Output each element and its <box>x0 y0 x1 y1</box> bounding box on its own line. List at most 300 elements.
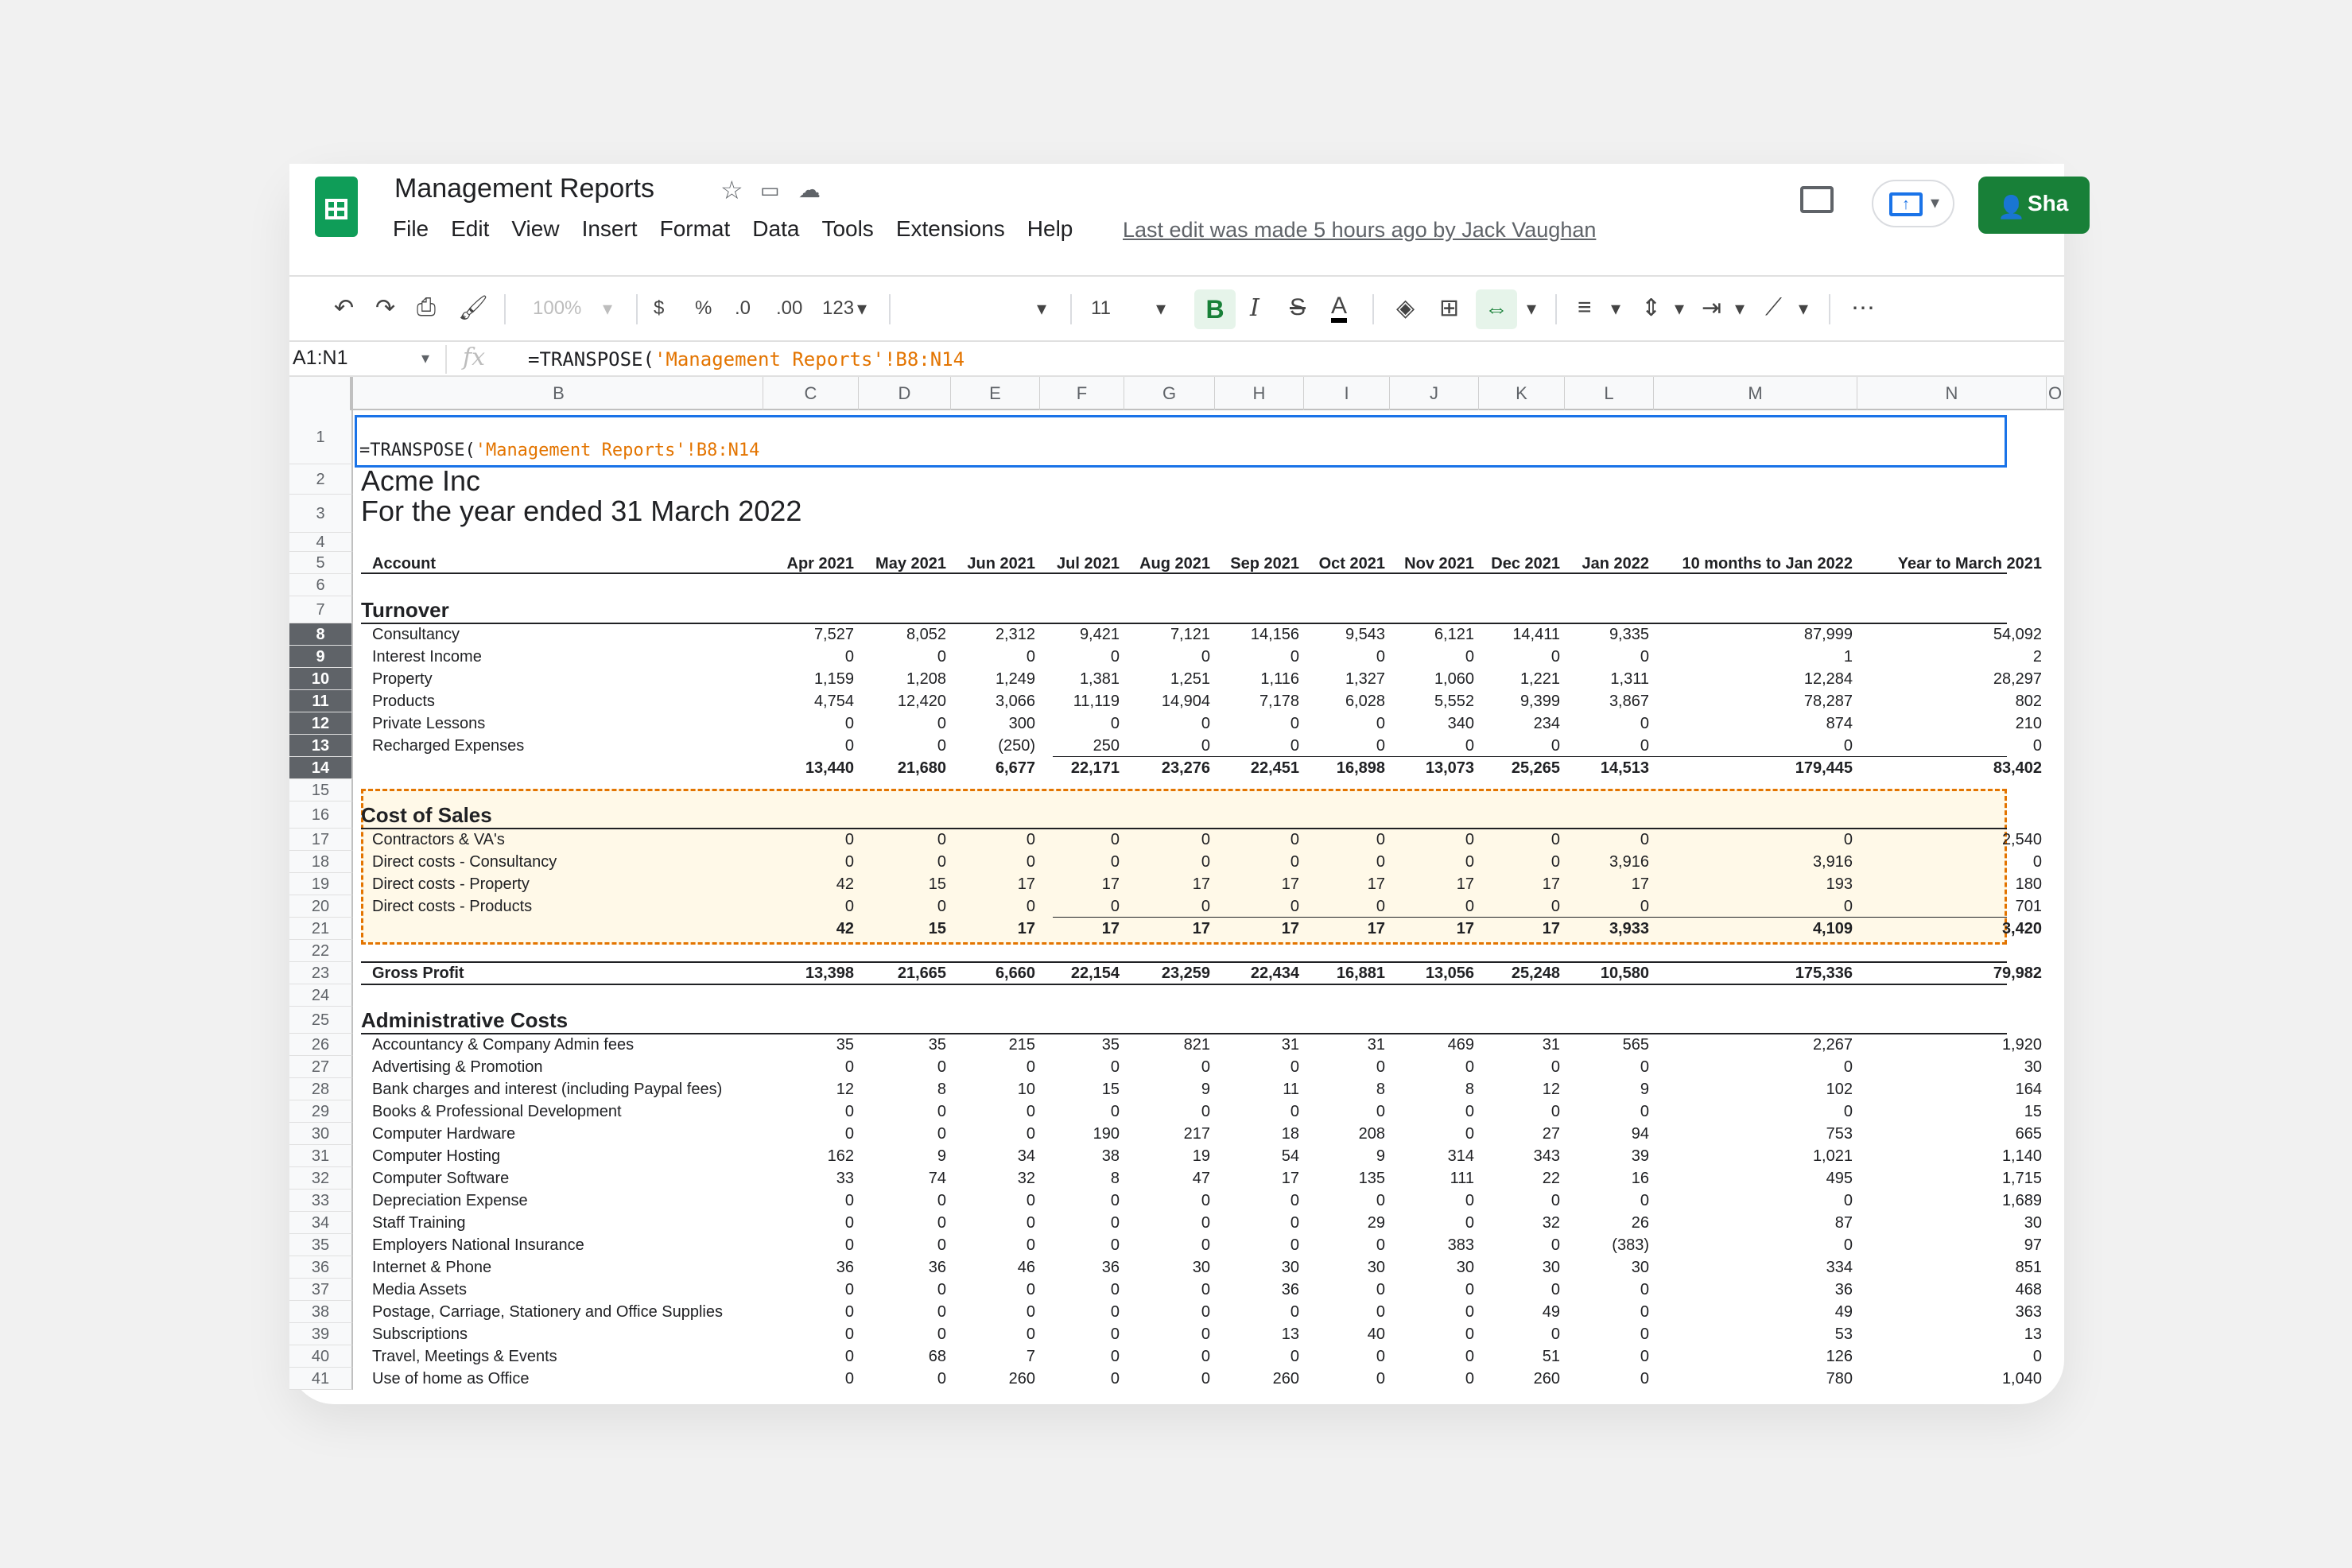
value-cell[interactable]: 0 <box>1640 737 1649 755</box>
value-cell[interactable]: 31 <box>1281 1036 1299 1054</box>
value-cell[interactable]: 0 <box>844 715 854 732</box>
value-cell[interactable]: 1,327 <box>1345 670 1385 688</box>
value-cell[interactable]: 0 <box>844 1348 854 1365</box>
value-cell[interactable]: 0 <box>1026 1303 1035 1321</box>
formula-input[interactable] <box>528 348 964 371</box>
row-header-16[interactable]: 16 <box>289 801 353 829</box>
value-cell[interactable]: 94 <box>1631 1125 1649 1143</box>
value-cell[interactable]: 1,715 <box>2001 1170 2042 1187</box>
value-cell[interactable]: 6,028 <box>1345 693 1385 710</box>
row-header-37[interactable]: 37 <box>289 1279 353 1301</box>
value-cell[interactable]: 36 <box>928 1259 946 1276</box>
value-cell[interactable]: 0 <box>937 1370 946 1388</box>
value-cell[interactable]: 0 <box>844 1125 854 1143</box>
value-cell[interactable]: 1,116 <box>1260 670 1299 688</box>
row-header-18[interactable]: 18 <box>289 851 353 873</box>
value-cell[interactable]: 126 <box>1826 1348 1853 1365</box>
value-cell[interactable]: 0 <box>1290 853 1299 871</box>
value-cell[interactable]: 0 <box>1843 1236 1853 1254</box>
value-cell[interactable]: 2,312 <box>995 626 1035 643</box>
value-cell[interactable]: 0 <box>844 1281 854 1298</box>
value-cell[interactable]: 13,056 <box>1425 964 1474 982</box>
value-cell[interactable]: (250) <box>998 737 1035 755</box>
value-cell[interactable]: 7,121 <box>1170 626 1210 643</box>
row-header-20[interactable]: 20 <box>289 895 353 918</box>
value-cell[interactable]: 340 <box>1447 715 1474 732</box>
value-cell[interactable]: 753 <box>1826 1125 1853 1143</box>
column-header-f[interactable]: F <box>1040 377 1124 410</box>
account-label[interactable]: Use of home as Office <box>372 1370 530 1388</box>
value-cell[interactable]: 0 <box>1201 853 1210 871</box>
value-cell[interactable]: 2,267 <box>1812 1036 1853 1054</box>
value-cell[interactable]: 21,665 <box>897 964 946 982</box>
value-cell[interactable]: 22,154 <box>1070 964 1120 982</box>
value-cell[interactable]: 0 <box>1465 1370 1474 1388</box>
menu-file[interactable]: File <box>393 216 429 241</box>
value-cell[interactable]: 0 <box>1110 1214 1120 1232</box>
account-label[interactable]: Private Lessons <box>372 715 486 732</box>
value-cell[interactable]: 97 <box>2024 1236 2042 1254</box>
section-admin-costs[interactable]: Administrative Costs <box>361 1008 569 1032</box>
row-header-35[interactable]: 35 <box>289 1234 353 1256</box>
value-cell[interactable]: 11,119 <box>1073 693 1120 710</box>
value-cell[interactable]: 49 <box>1834 1303 1853 1321</box>
value-cell[interactable]: 15 <box>1101 1081 1120 1098</box>
value-cell[interactable]: 25,265 <box>1511 759 1560 777</box>
value-cell[interactable]: 9 <box>937 1147 946 1165</box>
row-header-6[interactable]: 6 <box>289 574 353 596</box>
value-cell[interactable]: 14,904 <box>1161 693 1210 710</box>
value-cell[interactable]: 13,398 <box>805 964 854 982</box>
value-cell[interactable]: 1,689 <box>2001 1192 2042 1209</box>
row-header-4[interactable]: 4 <box>289 533 353 552</box>
period-cell[interactable]: For the year ended 31 March 2022 <box>361 495 802 527</box>
account-label[interactable]: Bank charges and interest (including Paypal fees) <box>372 1081 723 1098</box>
value-cell[interactable]: 0 <box>1376 1103 1385 1120</box>
account-label[interactable]: Consultancy <box>372 626 460 643</box>
value-cell[interactable]: 36 <box>1281 1281 1299 1298</box>
value-cell[interactable]: 0 <box>1290 715 1299 732</box>
value-cell[interactable]: 46 <box>1017 1259 1035 1276</box>
value-cell[interactable]: 0 <box>844 1103 854 1120</box>
row-header-1[interactable]: 1 <box>289 410 353 464</box>
row-header-19[interactable]: 19 <box>289 873 353 895</box>
row-header-26[interactable]: 26 <box>289 1034 353 1056</box>
menu-edit[interactable]: Edit <box>451 216 490 241</box>
column-header-k[interactable]: K <box>1479 377 1565 410</box>
value-cell[interactable]: 22 <box>1542 1170 1560 1187</box>
row-header-13[interactable]: 13 <box>289 735 353 757</box>
value-cell[interactable]: 0 <box>844 1303 854 1321</box>
value-cell[interactable]: 87,999 <box>1803 626 1853 643</box>
value-cell[interactable]: 26 <box>1631 1214 1649 1232</box>
value-cell[interactable]: 42 <box>836 875 854 893</box>
value-cell[interactable]: 0 <box>1201 1058 1210 1076</box>
value-cell[interactable]: 0 <box>1026 831 1035 848</box>
value-cell[interactable]: 0 <box>1026 1103 1035 1120</box>
value-cell[interactable]: 468 <box>2015 1281 2042 1298</box>
value-cell[interactable]: 363 <box>2015 1303 2042 1321</box>
value-cell[interactable]: 6,121 <box>1434 626 1474 643</box>
value-cell[interactable]: 802 <box>2015 693 2042 710</box>
header-10[interactable]: Jan 2022 <box>1582 555 1649 572</box>
value-cell[interactable]: 3,916 <box>1812 853 1853 871</box>
value-cell[interactable]: 0 <box>1640 1348 1649 1365</box>
value-cell[interactable]: 0 <box>1201 1214 1210 1232</box>
strikethrough-button[interactable]: S <box>1290 294 1306 320</box>
borders-icon[interactable]: ⊞ <box>1439 295 1460 321</box>
value-cell[interactable]: 0 <box>1376 1058 1385 1076</box>
row-header-11[interactable]: 11 <box>289 690 353 712</box>
value-cell[interactable]: 17 <box>1192 920 1210 937</box>
value-cell[interactable]: 0 <box>1465 1303 1474 1321</box>
font-family-dropdown-icon[interactable]: ▾ <box>1037 298 1047 320</box>
fill-color-icon[interactable]: ◈ <box>1396 295 1415 321</box>
value-cell[interactable]: 4,754 <box>813 693 854 710</box>
value-cell[interactable]: 30 <box>1281 1259 1299 1276</box>
row-header-17[interactable]: 17 <box>289 829 353 851</box>
font-size-select[interactable]: 11 <box>1091 297 1111 319</box>
value-cell[interactable]: 0 <box>1465 1214 1474 1232</box>
account-label[interactable]: Travel, Meetings & Events <box>372 1348 557 1365</box>
value-cell[interactable]: 21,680 <box>897 759 946 777</box>
account-label[interactable]: Media Assets <box>372 1281 467 1298</box>
value-cell[interactable]: 0 <box>1026 853 1035 871</box>
value-cell[interactable]: 0 <box>1376 715 1385 732</box>
value-cell[interactable]: 0 <box>1465 1192 1474 1209</box>
value-cell[interactable]: 9 <box>1201 1081 1210 1098</box>
value-cell[interactable]: 12 <box>1542 1081 1560 1098</box>
column-header-g[interactable]: G <box>1124 377 1215 410</box>
value-cell[interactable]: 0 <box>1110 898 1120 915</box>
value-cell[interactable]: 0 <box>1290 1058 1299 1076</box>
value-cell[interactable]: 0 <box>2032 737 2042 755</box>
menu-insert[interactable]: Insert <box>581 216 638 241</box>
value-cell[interactable]: 0 <box>1201 1236 1210 1254</box>
value-cell[interactable]: 0 <box>1201 1103 1210 1120</box>
value-cell[interactable]: 469 <box>1447 1036 1474 1054</box>
value-cell[interactable]: 32 <box>1017 1170 1035 1187</box>
value-cell[interactable]: 30 <box>1542 1259 1560 1276</box>
value-cell[interactable]: 78,287 <box>1803 693 1853 710</box>
value-cell[interactable]: 0 <box>1465 898 1474 915</box>
value-cell[interactable]: 260 <box>1272 1370 1299 1388</box>
value-cell[interactable]: 234 <box>1533 715 1560 732</box>
row-header-36[interactable]: 36 <box>289 1256 353 1279</box>
header-8[interactable]: Nov 2021 <box>1404 555 1474 572</box>
value-cell[interactable]: 0 <box>1465 831 1474 848</box>
value-cell[interactable]: 16 <box>1631 1170 1649 1187</box>
value-cell[interactable]: 0 <box>937 1125 946 1143</box>
value-cell[interactable]: 9 <box>1376 1147 1385 1165</box>
value-cell[interactable]: 0 <box>1201 1192 1210 1209</box>
decrease-decimal-button[interactable]: .0 <box>735 297 751 319</box>
account-label[interactable]: Advertising & Promotion <box>372 1058 543 1076</box>
value-cell[interactable]: 0 <box>1376 853 1385 871</box>
account-label[interactable]: Postage, Carriage, Stationery and Office Supplies <box>372 1303 723 1321</box>
value-cell[interactable]: 12,420 <box>897 693 946 710</box>
value-cell[interactable]: 14,411 <box>1512 626 1560 643</box>
value-cell[interactable]: 9,543 <box>1345 626 1385 643</box>
value-cell[interactable]: 260 <box>1008 1370 1035 1388</box>
value-cell[interactable]: 54,092 <box>1993 626 2042 643</box>
text-color-button[interactable]: A <box>1331 294 1347 323</box>
value-cell[interactable]: 1,060 <box>1434 670 1474 688</box>
redo-icon[interactable]: ↷ <box>375 295 396 321</box>
vertical-align-icon[interactable]: ⇕ <box>1641 295 1662 321</box>
value-cell[interactable]: 0 <box>1110 1192 1120 1209</box>
value-cell[interactable]: 4,109 <box>1812 920 1853 937</box>
value-cell[interactable]: 215 <box>1008 1036 1035 1054</box>
value-cell[interactable]: 49 <box>1542 1303 1560 1321</box>
value-cell[interactable]: 164 <box>2015 1081 2042 1098</box>
account-label[interactable]: Staff Training <box>372 1214 466 1232</box>
chevron-down-icon[interactable]: ▾ <box>421 350 430 367</box>
value-cell[interactable]: 17 <box>1542 875 1560 893</box>
value-cell[interactable]: 0 <box>1201 1370 1210 1388</box>
row-header-38[interactable]: 38 <box>289 1301 353 1323</box>
value-cell[interactable]: 35 <box>836 1036 854 1054</box>
value-cell[interactable]: 14,156 <box>1250 626 1299 643</box>
row-header-10[interactable]: 10 <box>289 668 353 690</box>
value-cell[interactable]: 0 <box>1843 1192 1853 1209</box>
value-cell[interactable]: 7,527 <box>813 626 854 643</box>
value-cell[interactable]: 0 <box>1551 737 1560 755</box>
row-header-28[interactable]: 28 <box>289 1078 353 1100</box>
comment-history-icon[interactable] <box>1800 186 1834 213</box>
value-cell[interactable]: 0 <box>937 1214 946 1232</box>
value-cell[interactable]: 0 <box>1026 1125 1035 1143</box>
column-header-m[interactable]: M <box>1654 377 1857 410</box>
value-cell[interactable]: 0 <box>1640 1281 1649 1298</box>
value-cell[interactable]: 15 <box>928 875 946 893</box>
value-cell[interactable]: 32 <box>1542 1214 1560 1232</box>
value-cell[interactable]: 30 <box>1456 1259 1474 1276</box>
account-label[interactable]: Direct costs - Property <box>372 875 530 893</box>
value-cell[interactable]: 0 <box>1640 1058 1649 1076</box>
value-cell[interactable]: 0 <box>1376 1348 1385 1365</box>
row-header-33[interactable]: 33 <box>289 1190 353 1212</box>
spreadsheet-grid[interactable] <box>289 377 2064 1411</box>
value-cell[interactable]: 17 <box>1367 875 1385 893</box>
header-1[interactable]: Apr 2021 <box>786 555 854 572</box>
value-cell[interactable]: 17 <box>1456 920 1474 937</box>
column-header-j[interactable]: J <box>1390 377 1479 410</box>
value-cell[interactable]: 0 <box>1201 1281 1210 1298</box>
value-cell[interactable]: 0 <box>1110 1236 1120 1254</box>
value-cell[interactable]: 7 <box>1026 1348 1035 1365</box>
value-cell[interactable]: 38 <box>1101 1147 1120 1165</box>
value-cell[interactable]: 31 <box>1367 1036 1385 1054</box>
value-cell[interactable]: 175,336 <box>1795 964 1853 982</box>
value-cell[interactable]: 0 <box>1640 1325 1649 1343</box>
value-cell[interactable]: 8,052 <box>906 626 946 643</box>
value-cell[interactable]: 0 <box>1290 898 1299 915</box>
value-cell[interactable]: 79,982 <box>1993 964 2042 982</box>
value-cell[interactable]: 0 <box>1026 648 1035 666</box>
value-cell[interactable]: 0 <box>1551 1058 1560 1076</box>
value-cell[interactable]: 0 <box>1551 831 1560 848</box>
value-cell[interactable]: 2 <box>2032 648 2042 666</box>
account-label[interactable]: Computer Hardware <box>372 1125 516 1143</box>
last-edit-link[interactable]: Last edit was made 5 hours ago by Jack Vaughan <box>1123 218 1597 242</box>
value-cell[interactable]: 0 <box>1290 1348 1299 1365</box>
value-cell[interactable]: 1,249 <box>995 670 1035 688</box>
value-cell[interactable]: 162 <box>827 1147 854 1165</box>
value-cell[interactable]: 2,540 <box>2001 831 2042 848</box>
value-cell[interactable]: 3,066 <box>995 693 1035 710</box>
column-header-i[interactable]: I <box>1304 377 1390 410</box>
value-cell[interactable]: 0 <box>1201 1325 1210 1343</box>
value-cell[interactable]: 47 <box>1192 1170 1210 1187</box>
value-cell[interactable]: 135 <box>1358 1170 1385 1187</box>
value-cell[interactable]: 851 <box>2015 1259 2042 1276</box>
percent-format-button[interactable]: % <box>695 297 712 319</box>
row-header-29[interactable]: 29 <box>289 1100 353 1123</box>
value-cell[interactable]: 300 <box>1008 715 1035 732</box>
value-cell[interactable]: 0 <box>1843 737 1853 755</box>
value-cell[interactable]: 0 <box>1551 1325 1560 1343</box>
value-cell[interactable]: 0 <box>1110 1103 1120 1120</box>
value-cell[interactable]: 1,311 <box>1610 670 1649 688</box>
value-cell[interactable]: 0 <box>844 1236 854 1254</box>
row-header-39[interactable]: 39 <box>289 1323 353 1345</box>
menu-tools[interactable]: Tools <box>821 216 874 241</box>
value-cell[interactable]: 180 <box>2015 875 2042 893</box>
value-cell[interactable]: 0 <box>1110 1281 1120 1298</box>
value-cell[interactable]: 0 <box>1465 1281 1474 1298</box>
value-cell[interactable]: 0 <box>1110 1325 1120 1343</box>
value-cell[interactable]: 36 <box>1101 1259 1120 1276</box>
value-cell[interactable]: 0 <box>1551 1281 1560 1298</box>
value-cell[interactable]: 23,276 <box>1161 759 1210 777</box>
value-cell[interactable]: 39 <box>1631 1147 1649 1165</box>
value-cell[interactable]: 1 <box>1843 648 1853 666</box>
text-wrap-icon[interactable]: ⇥ <box>1702 295 1722 321</box>
value-cell[interactable]: 0 <box>937 1236 946 1254</box>
value-cell[interactable]: 0 <box>1290 737 1299 755</box>
value-cell[interactable]: 0 <box>1201 715 1210 732</box>
value-cell[interactable]: 0 <box>1110 1348 1120 1365</box>
account-label[interactable]: Internet & Phone <box>372 1259 492 1276</box>
value-cell[interactable]: 17 <box>1101 920 1120 937</box>
value-cell[interactable]: 17 <box>1017 920 1035 937</box>
value-cell[interactable]: 0 <box>1026 1236 1035 1254</box>
value-cell[interactable]: 13 <box>2024 1325 2042 1343</box>
header-7[interactable]: Oct 2021 <box>1318 555 1385 572</box>
value-cell[interactable]: 0 <box>937 898 946 915</box>
present-button[interactable] <box>1872 180 1954 227</box>
value-cell[interactable]: 17 <box>1101 875 1120 893</box>
value-cell[interactable]: 8 <box>1465 1081 1474 1098</box>
value-cell[interactable]: 0 <box>1201 648 1210 666</box>
value-cell[interactable]: 208 <box>1358 1125 1385 1143</box>
value-cell[interactable]: 35 <box>928 1036 946 1054</box>
value-cell[interactable]: 0 <box>1465 1348 1474 1365</box>
row-header-5[interactable]: 5 <box>289 552 353 574</box>
value-cell[interactable]: 30 <box>1192 1259 1210 1276</box>
value-cell[interactable]: 53 <box>1834 1325 1853 1343</box>
column-header-b[interactable]: B <box>355 377 763 410</box>
value-cell[interactable]: 0 <box>1290 1303 1299 1321</box>
value-cell[interactable]: 33 <box>836 1170 854 1187</box>
value-cell[interactable]: 6,660 <box>995 964 1035 982</box>
document-title[interactable]: Management Reports <box>394 173 654 204</box>
value-cell[interactable]: 0 <box>1026 898 1035 915</box>
value-cell[interactable]: 0 <box>1026 1281 1035 1298</box>
value-cell[interactable]: 0 <box>1376 1303 1385 1321</box>
value-cell[interactable]: 14,513 <box>1600 759 1649 777</box>
account-label[interactable]: Interest Income <box>372 648 482 666</box>
value-cell[interactable]: 16,898 <box>1336 759 1385 777</box>
row-header-23[interactable]: 23 <box>289 962 353 984</box>
column-header-e[interactable]: E <box>951 377 1040 410</box>
value-cell[interactable]: 0 <box>1110 648 1120 666</box>
row-header-22[interactable]: 22 <box>289 940 353 962</box>
value-cell[interactable]: 30 <box>1367 1259 1385 1276</box>
value-cell[interactable]: 102 <box>1826 1081 1853 1098</box>
account-label[interactable]: Computer Software <box>372 1170 510 1187</box>
value-cell[interactable]: 0 <box>1290 648 1299 666</box>
value-cell[interactable]: 22,434 <box>1250 964 1299 982</box>
row-header-34[interactable]: 34 <box>289 1212 353 1234</box>
value-cell[interactable]: 821 <box>1183 1036 1210 1054</box>
horizontal-align-icon[interactable]: ≡ <box>1578 294 1592 320</box>
value-cell[interactable]: 0 <box>1465 1125 1474 1143</box>
value-cell[interactable]: 10 <box>1017 1081 1035 1098</box>
name-box[interactable]: A1:N1 <box>293 347 348 369</box>
value-cell[interactable]: 0 <box>1201 1303 1210 1321</box>
value-cell[interactable]: 0 <box>844 1325 854 1343</box>
value-cell[interactable]: 9,335 <box>1609 626 1649 643</box>
value-cell[interactable]: 0 <box>1843 898 1853 915</box>
value-cell[interactable]: 260 <box>1533 1370 1560 1388</box>
value-cell[interactable]: 0 <box>1376 737 1385 755</box>
value-cell[interactable]: 0 <box>1551 853 1560 871</box>
value-cell[interactable]: 1,920 <box>2001 1036 2042 1054</box>
value-cell[interactable]: 0 <box>1640 648 1649 666</box>
header-6[interactable]: Sep 2021 <box>1230 555 1299 572</box>
value-cell[interactable]: 0 <box>1465 648 1474 666</box>
value-cell[interactable]: 0 <box>2032 853 2042 871</box>
row-header-15[interactable]: 15 <box>289 779 353 801</box>
row-header-25[interactable]: 25 <box>289 1007 353 1034</box>
increase-decimal-button[interactable]: .00 <box>776 297 803 319</box>
value-cell[interactable]: 83,402 <box>1993 759 2042 777</box>
value-cell[interactable]: 0 <box>1551 1236 1560 1254</box>
value-cell[interactable]: 9,399 <box>1519 693 1560 710</box>
value-cell[interactable]: 0 <box>1465 737 1474 755</box>
value-cell[interactable]: 8 <box>1110 1170 1120 1187</box>
header-account[interactable]: Account <box>372 555 436 572</box>
value-cell[interactable]: 28,297 <box>1993 670 2042 688</box>
share-button[interactable] <box>1978 177 2090 234</box>
value-cell[interactable]: 31 <box>1542 1036 1560 1054</box>
value-cell[interactable]: 17 <box>1631 875 1649 893</box>
header-3[interactable]: Jun 2021 <box>967 555 1035 572</box>
value-cell[interactable]: 0 <box>1465 853 1474 871</box>
value-cell[interactable]: 17 <box>1367 920 1385 937</box>
row-header-40[interactable]: 40 <box>289 1345 353 1368</box>
value-cell[interactable]: 36 <box>836 1259 854 1276</box>
value-cell[interactable]: 217 <box>1183 1125 1210 1143</box>
header-11[interactable]: 10 months to Jan 2022 <box>1682 555 1853 572</box>
value-cell[interactable]: 0 <box>1201 831 1210 848</box>
value-cell[interactable]: 495 <box>1826 1170 1853 1187</box>
value-cell[interactable]: 0 <box>937 1192 946 1209</box>
value-cell[interactable]: 17 <box>1542 920 1560 937</box>
value-cell[interactable]: 0 <box>1110 1303 1120 1321</box>
